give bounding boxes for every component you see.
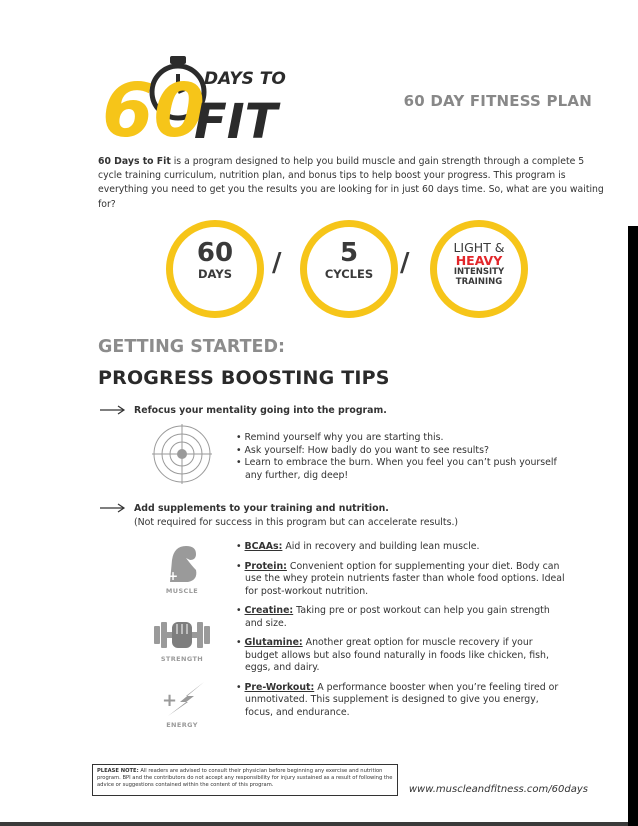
supplement-text: Another great option for muscle recovery if your budget allows but also found naturally in foods like chicken, fish, eggs, and dairy. <box>245 637 549 673</box>
supplement-item <box>236 637 566 675</box>
section-kicker: GETTING STARTED: <box>98 337 286 357</box>
intro-text: is a program designed to help you build muscle and gain strength through a complete 5 cycle training curriculum, nutrition plan, and bonus tips to help boost your progress. This program is everything you need to get you the results you are looking for in just 60 days time. So, what are you waiting for? <box>98 156 604 210</box>
tip1-bullet: • Remind yourself why you are starting this. <box>236 432 566 445</box>
strength-label: STRENGTH <box>160 655 204 663</box>
training-line4: TRAINING <box>455 277 503 287</box>
tip2-heading: Add supplements to your training and nutrition. <box>134 503 389 514</box>
muscle-label: MUSCLE <box>165 587 199 595</box>
logo <box>98 48 288 148</box>
supplement-name: Creatine: <box>244 605 294 616</box>
supplement-item <box>236 605 566 630</box>
muscle-icon <box>162 540 204 584</box>
training-line1: LIGHT & <box>453 240 505 255</box>
training-line3: INTENSITY <box>453 267 505 277</box>
separator-slash-1: / <box>272 248 282 278</box>
supplement-text: A performance booster when you’re feeling tired or unmotivated. This supplement is designed to give you energy, focus, and endurance. <box>245 681 559 718</box>
supplement-item <box>236 561 566 599</box>
logo-number: 60 <box>102 68 205 148</box>
tip2-subheading: (Not required for success in this program but can accelerate results.) <box>134 517 459 528</box>
cycles-label: CYCLES <box>324 267 374 281</box>
energy-label: ENERGY <box>166 721 198 729</box>
tip1-heading: Refocus your mentality going into the program. <box>134 405 387 416</box>
tip1-bullet: • Learn to embrace the burn. When you feel you can’t push yourself any further, dig deep! <box>236 457 566 482</box>
logo-top-text: DAYS TO <box>204 69 286 89</box>
page-edge-bar <box>628 226 638 826</box>
disclaimer-text: All readers are advised to consult their physician before beginning any exercise and nutrition program. BPI and the contributors do not accept any responsibility for injury sustained as a result of following the advice or suggestions contained within the content of this program. <box>97 768 393 788</box>
disclaimer-note <box>92 764 398 796</box>
supplement-name: Protein: <box>244 560 287 572</box>
intro-lead: 60 Days to Fit <box>98 156 171 167</box>
supplement-text: Taking pre or post workout can help you gain strength and size. <box>245 605 550 629</box>
website-link[interactable]: www.muscleandfitness.com/60days <box>408 784 588 795</box>
disclaimer-label: PLEASE NOTE: <box>97 768 139 774</box>
logo-bottom-text: FIT <box>194 94 278 148</box>
supplement-name: Glutamine: <box>244 637 303 648</box>
section-title: PROGRESS BOOSTING TIPS <box>98 367 390 389</box>
tip1-bullet: • Ask yourself: How badly do you want to see results? <box>236 445 566 458</box>
supplement-name: Pre-Workout: <box>244 681 315 693</box>
days-number: 60 <box>196 238 234 268</box>
supplement-list <box>236 541 566 719</box>
cycles-number: 5 <box>339 238 359 268</box>
training-line2: HEAVY <box>455 253 503 268</box>
logo-graphic <box>98 48 288 148</box>
arrow-icon <box>100 502 126 514</box>
cycles-badge <box>300 220 398 318</box>
separator-slash-2: / <box>400 248 410 278</box>
days-label: DAYS <box>198 267 232 281</box>
bottom-rule <box>0 822 628 826</box>
tip1-bullets <box>236 432 566 482</box>
supplement-text: Aid in recovery and building lean muscle. <box>282 541 480 552</box>
arrow-icon <box>100 404 126 416</box>
supplement-item <box>236 682 566 720</box>
supplement-text: Convenient option for supplementing your diet. Body can use the whey protein nutrients faster than whole food options. Ideal for post-workout nutrition. <box>245 560 565 597</box>
target-icon <box>152 424 212 484</box>
svg-text:+: + <box>162 690 178 711</box>
svg-text:+: + <box>168 569 179 583</box>
plan-title: 60 DAY FITNESS PLAN <box>403 92 592 110</box>
supplement-item <box>236 541 566 554</box>
lightning-icon <box>160 680 206 718</box>
supplement-name: BCAAs: <box>244 541 283 552</box>
training-badge <box>430 220 528 318</box>
intro-paragraph <box>98 155 604 212</box>
days-badge <box>166 220 264 318</box>
dumbbell-fist-icon <box>152 614 212 654</box>
